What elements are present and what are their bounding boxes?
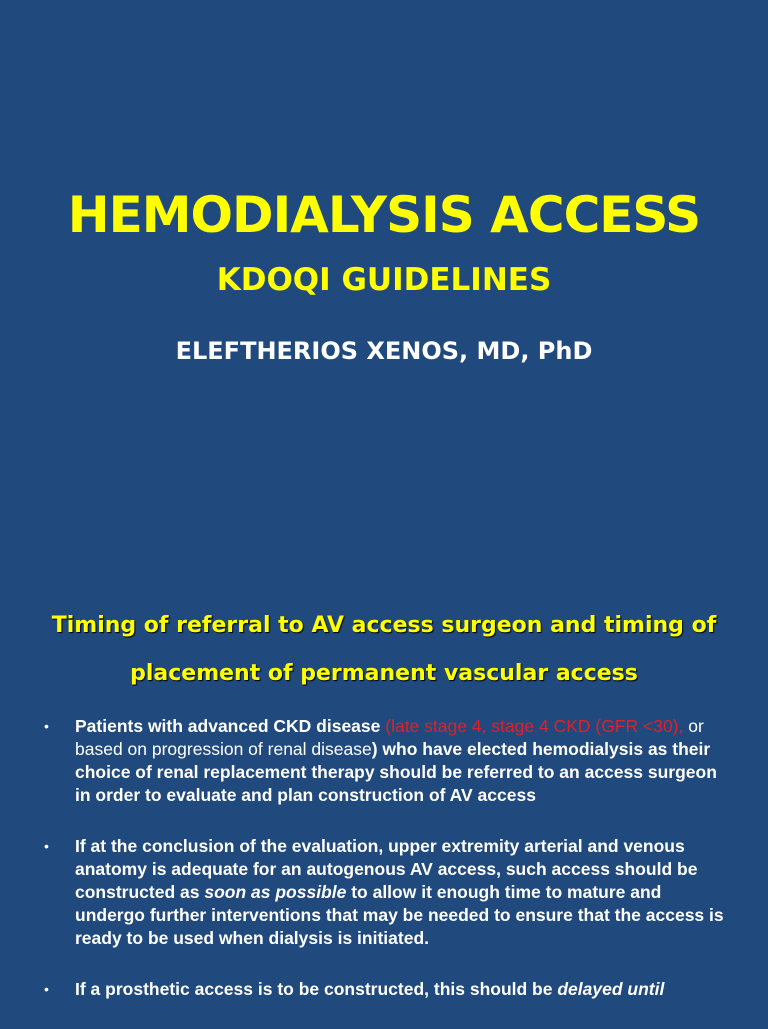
bullet3-text: If a prosthetic access is to be constructed, this should be	[75, 979, 558, 999]
bullet-item	[44, 715, 734, 807]
slide-author: ELEFTHERIOS XENOS, MD, PhD	[175, 337, 593, 365]
bullet2-italic-text: soon as possible	[204, 882, 347, 902]
slide-title: HEMODIALYSIS ACCESS	[67, 186, 701, 244]
bullet1-normal-text: or based on progression of renal disease	[75, 716, 704, 759]
bullet2-text-end: to allow it enough time to mature and undergo further interventions that may be needed to ensure that the access is ready to be used when dialysis is initiated.	[75, 882, 724, 948]
bullet2-text: If at the conclusion of the evaluation, upper extremity arterial and venous anatomy is adequate for an autogenous AV access, such access should be constructed as	[75, 836, 698, 902]
bullet1-text: Patients with advanced CKD disease	[75, 716, 386, 736]
bullet-dot: •	[44, 718, 49, 734]
bullet-item	[44, 835, 734, 950]
bullet-list	[44, 715, 734, 1029]
bullet1-red-text: (late stage 4, stage 4 CKD (GFR <30),	[385, 716, 684, 736]
section-heading-line1: Timing of referral to AV access surgeon and timing of	[51, 613, 717, 638]
bullet-item	[44, 978, 734, 1001]
section-heading	[30, 602, 738, 698]
section-heading-line2: placement of permanent vascular access	[130, 661, 638, 686]
bullet-dot: •	[44, 838, 49, 854]
slide-subtitle: KDOQI GUIDELINES	[216, 262, 552, 298]
bullet-dot: •	[44, 981, 49, 997]
bullet1-text-end: ) who have elected hemodialysis as their choice of renal replacement therapy should be referred to an access surgeon in order to evaluate and plan construction of AV access	[75, 739, 717, 805]
bullet3-italic-text: delayed until	[557, 979, 665, 999]
